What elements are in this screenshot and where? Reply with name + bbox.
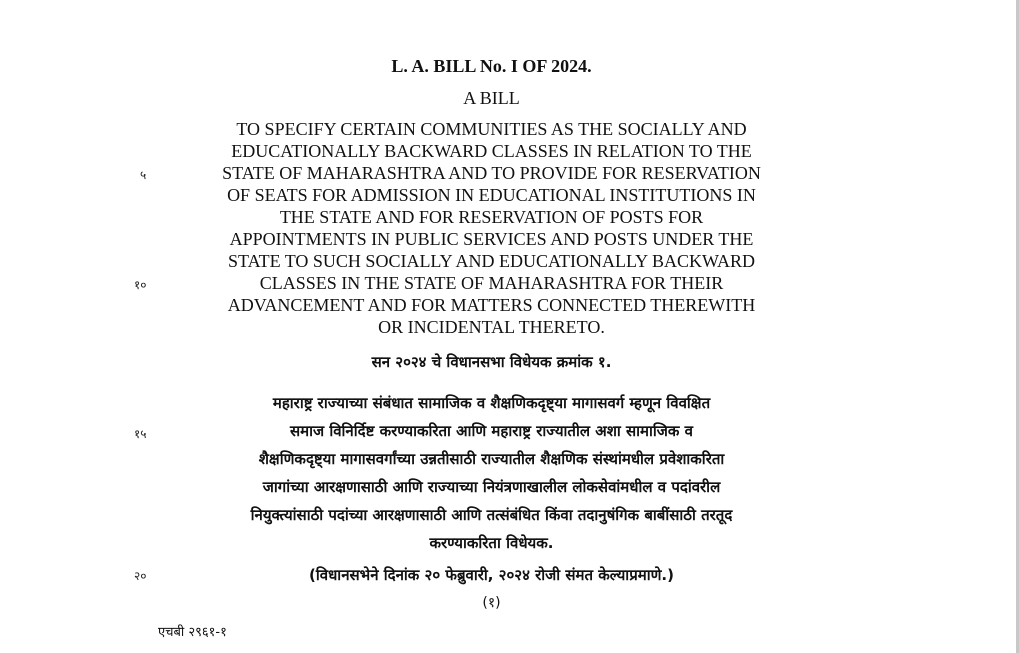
title-line: ADVANCEMENT AND FOR MATTERS CONNECTED THEREWITH — [227, 295, 756, 315]
marathi-line: शैक्षणिकदृष्ट्या मागासवर्गांच्या उन्नतीसाठी राज्यातील शैक्षणिक संस्थांमधील प्रवेशाकरिता — [258, 450, 725, 468]
marathi-line: समाज विनिर्दिष्ट करण्याकरिता आणि महाराष्ट्र राज्यातील अशा सामाजिक व — [289, 422, 694, 440]
marathi-line: महाराष्ट्र राज्याच्या संबंधात सामाजिक व शैक्षणिकदृष्ट्या मागासवर्ग म्हणून विवक्षित — [272, 394, 711, 412]
title-line: OR INCIDENTAL THERETO. — [378, 317, 605, 337]
marathi-line: करण्याकरिता विधेयक. — [429, 534, 554, 552]
title-line: STATE OF MAHARASHTRA AND TO PROVIDE FOR RESERVATION — [222, 163, 761, 183]
page-number: (१) — [482, 595, 501, 611]
title-line: APPOINTMENTS IN PUBLIC SERVICES AND POSTS UNDER THE — [229, 229, 754, 249]
margin-line-number-5: ५ — [140, 168, 147, 182]
margin-line-number-20: २० — [134, 569, 147, 583]
bill-number-heading: L. A. BILL No. I OF 2024. — [391, 56, 592, 76]
marathi-line: नियुक्त्यांसाठी पदांच्या आरक्षणासाठी आणि तत्संबंधित किंवा तदानुषंगिक बाबींसाठी तरतूद — [250, 506, 733, 524]
margin-line-number-15: १५ — [134, 427, 147, 441]
marathi-line: जागांच्या आरक्षणासाठी आणि राज्याच्या नियंत्रणाखालील लोकसेवांमधील व पदांवरील — [262, 478, 721, 496]
a-bill-heading: A BILL — [463, 88, 520, 108]
title-line: THE STATE AND FOR RESERVATION OF POSTS FOR — [279, 207, 704, 227]
marathi-bill-title: सन २०२४ चे विधानसभा विधेयक क्रमांक १. — [371, 353, 612, 371]
footer-code: एचबी २९६१-१ — [158, 625, 227, 640]
title-line: CLASSES IN THE STATE OF MAHARASHTRA FOR THEIR — [259, 273, 724, 293]
bill-title-english — [0, 118, 983, 338]
passed-note: (विधानसभेने दिनांक २० फेब्रुवारी, २०२४ रोजी संमत केल्याप्रमाणे.) — [309, 566, 674, 584]
margin-line-number-10: १० — [134, 278, 147, 292]
title-line: TO SPECIFY CERTAIN COMMUNITIES AS THE SOCIALLY AND — [236, 119, 747, 139]
title-line: OF SEATS FOR ADMISSION IN EDUCATIONAL INSTITUTIONS IN — [227, 185, 756, 205]
bill-title-marathi — [0, 389, 983, 557]
title-line: EDUCATIONALLY BACKWARD CLASSES IN RELATION TO THE — [231, 141, 752, 161]
title-line: STATE TO SUCH SOCIALLY AND EDUCATIONALLY BACKWARD — [228, 251, 755, 271]
